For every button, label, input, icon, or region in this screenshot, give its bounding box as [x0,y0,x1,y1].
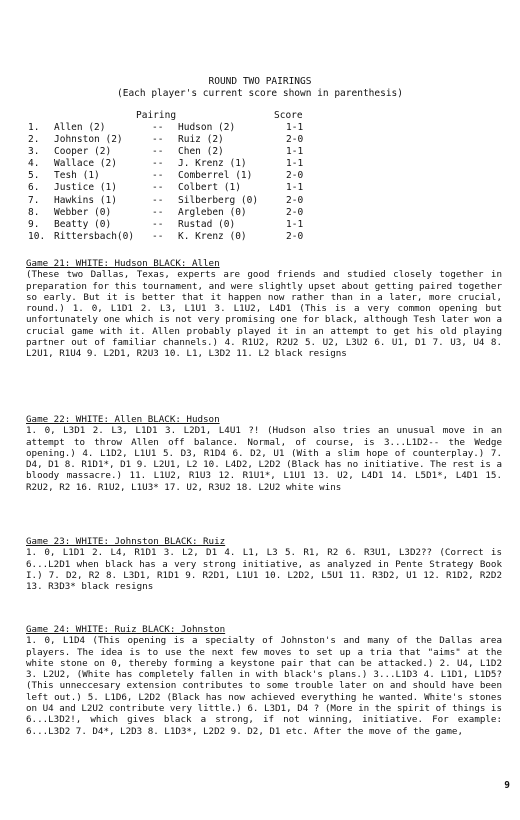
game-23 [26,536,502,592]
white-player: Cooper (2) [54,146,112,158]
pairing-number: 10. [28,230,46,242]
pairing-number: 5. [28,170,40,182]
pairing-separator: -- [152,194,164,206]
pairing-score: 2-0 [286,170,304,182]
white-player: Hawkins (1) [54,194,117,206]
white-player: Webber (0) [54,206,112,218]
white-player: Johnston (2) [54,134,123,146]
pairing-number: 2. [28,134,40,146]
game-heading: Game 21: WHITE: Hudson BLACK: Allen [26,258,220,269]
game-body: (These two Dallas, Texas, experts are good friends and studied closely together in preparation for this tournament, and were slightly upset about getting paired together so early. But it is better that it happen now rather than in a later, more crucial, round.) 1. 0, L1D1 2. L3, L1U1 3. L1U2, L4D1 (This is a very common opening but unfortunately one which is not very promising one for black, although Tesh later won a crucial game with it. Allen probably played it in an attempt to get his old playing partner out of familiar channels.) 4. R1U2, R2U2 5. U2, L3U2 6. U1, D1 7. U3, U4 8. L2U1, R1U4 9. L2D1, R2U3 10. L1, L3D2 11. L2 black resigns [26,269,502,360]
pairing-score: 1-1 [286,182,304,194]
game-heading: Game 23: WHITE: Johnston BLACK: Ruiz [26,536,226,547]
page-subtitle: (Each player's current score shown in parenthesis) [117,88,403,99]
game-heading: Game 22: WHITE: Allen BLACK: Hudson [26,414,220,425]
pairing-score: 2-0 [286,194,304,206]
pairing-separator: -- [152,122,164,133]
pairing-number: 6. [28,182,40,194]
pairing-separator: -- [152,206,164,218]
black-player: J. Krenz (1) [178,158,247,170]
pairing-score: 2-0 [286,230,304,242]
black-player: Ruiz (2) [178,134,224,146]
white-player: Justice (1) [54,182,117,194]
black-player: Silberberg (0) [178,194,259,206]
white-player: Tesh (1) [54,170,100,182]
white-player: Allen (2) [54,122,106,133]
game-heading: Game 24: WHITE: Ruiz BLACK: Johnston [26,624,226,635]
black-player: Colbert (1) [178,182,241,194]
black-player: Hudson (2) [178,122,236,133]
pairing-separator: -- [152,146,164,158]
game-body: 1. 0, L1D4 (This opening is a specialty of Johnston's and many of the Dallas area players. The idea is to use the next few moves to set up a tria that "aims" at the white stone on 0, thereby forming a keystone pair that can be attacked.) 2. U4, L1D2 3. L2U2, (White has completely fallen in with black's plans.) 3...L1D3 4. L1D1, L1D5? (This unneccesary extension contributes to some trouble later on and should have been left out.) 5. L1D6, L2D2 (Black has now achieved everything he wanted. White's stones on U4 and L2U2 contribute very little.) 6. L3D1, D4 ? (More in the spirit of things is 6...L3D2!, which gives black a strong, if not winning, initiative. For example: 6...L3D2 7. D4*, L2D3 8. L1D3*, L2D2 9. D2, D1 etc. After the move of the game, [26,635,502,737]
pairing-score: 1-1 [286,146,304,158]
white-player: Rittersbach(0) [54,230,135,242]
game-21 [26,258,502,360]
white-player: Wallace (2) [54,158,117,170]
white-player: Beatty (0) [54,218,112,230]
pairing-number: 7. [28,194,40,206]
title-block [0,76,520,100]
pairing-separator: -- [152,170,164,182]
score-column-header: Score [274,110,303,121]
game-body: 1. 0, L3D1 2. L3, L1D1 3. L2D1, L4U1 ?! (Hudson also tries an unusual move in an attempt to throw Allen off balance. Normal, of course, is 3...L1D2-- the Wedge opening.) 4. L1D2, L1U1 5. D3, R1D4 6. D2, U1 (With a slim hope of counterplay.) 7. D4, D1 8. R1D1*, D1 9. L2U1, L2 10. L4D2, L2D2 (Black has no initiative. The rest is a bloody massacre.) 11. L1U2, R1U3 12. R1U1*, L1U1 13. U2, L4D1 14. L5D1*, L4D1 15. R2U2, R2 16. R1U2, L1U3* 17. U2, R3U2 18. L2U2 white wins [26,425,502,493]
black-player: Rustad (0) [178,218,236,230]
black-player: Comberrel (1) [178,170,253,182]
pairing-separator: -- [152,230,164,242]
pairing-separator: -- [152,158,164,170]
game-22 [26,414,502,493]
pairing-number: 4. [28,158,40,170]
pairing-score: 1-1 [286,158,304,170]
pairing-score: 1-1 [286,122,304,133]
pairing-number: 9. [28,218,40,230]
game-body: 1. 0, L1D1 2. L4, R1D1 3. L2, D1 4. L1, L3 5. R1, R2 6. R3U1, L3D2?? (Correct is 6...L2D1 when black has a very strong initiative, as analyzed in Pente Strategy Book I.) 7. D2, R2 8. L3D1, R1D1 9. R2D1, L1U1 10. L2D2, L5U1 11. R3D2, U1 12. R1D2, R2D2 13. R3D3* black resigns [26,547,502,593]
page-number: 9 [504,780,510,791]
game-24 [26,624,502,737]
pairing-score: 1-1 [286,218,304,230]
black-player: K. Krenz (0) [178,230,247,242]
pairing-separator: -- [152,218,164,230]
page-title: ROUND TWO PAIRINGS [208,76,312,87]
black-player: Argleben (0) [178,206,247,218]
pairing-number: 1. [28,122,40,133]
pairing-number: 3. [28,146,40,158]
pairing-separator: -- [152,134,164,146]
pairing-number: 8. [28,206,40,218]
pairing-separator: -- [152,182,164,194]
pairing-score: 2-0 [286,134,304,146]
pairing-score: 2-0 [286,206,304,218]
pairing-column-header: Pairing [136,110,177,121]
black-player: Chen (2) [178,146,224,158]
